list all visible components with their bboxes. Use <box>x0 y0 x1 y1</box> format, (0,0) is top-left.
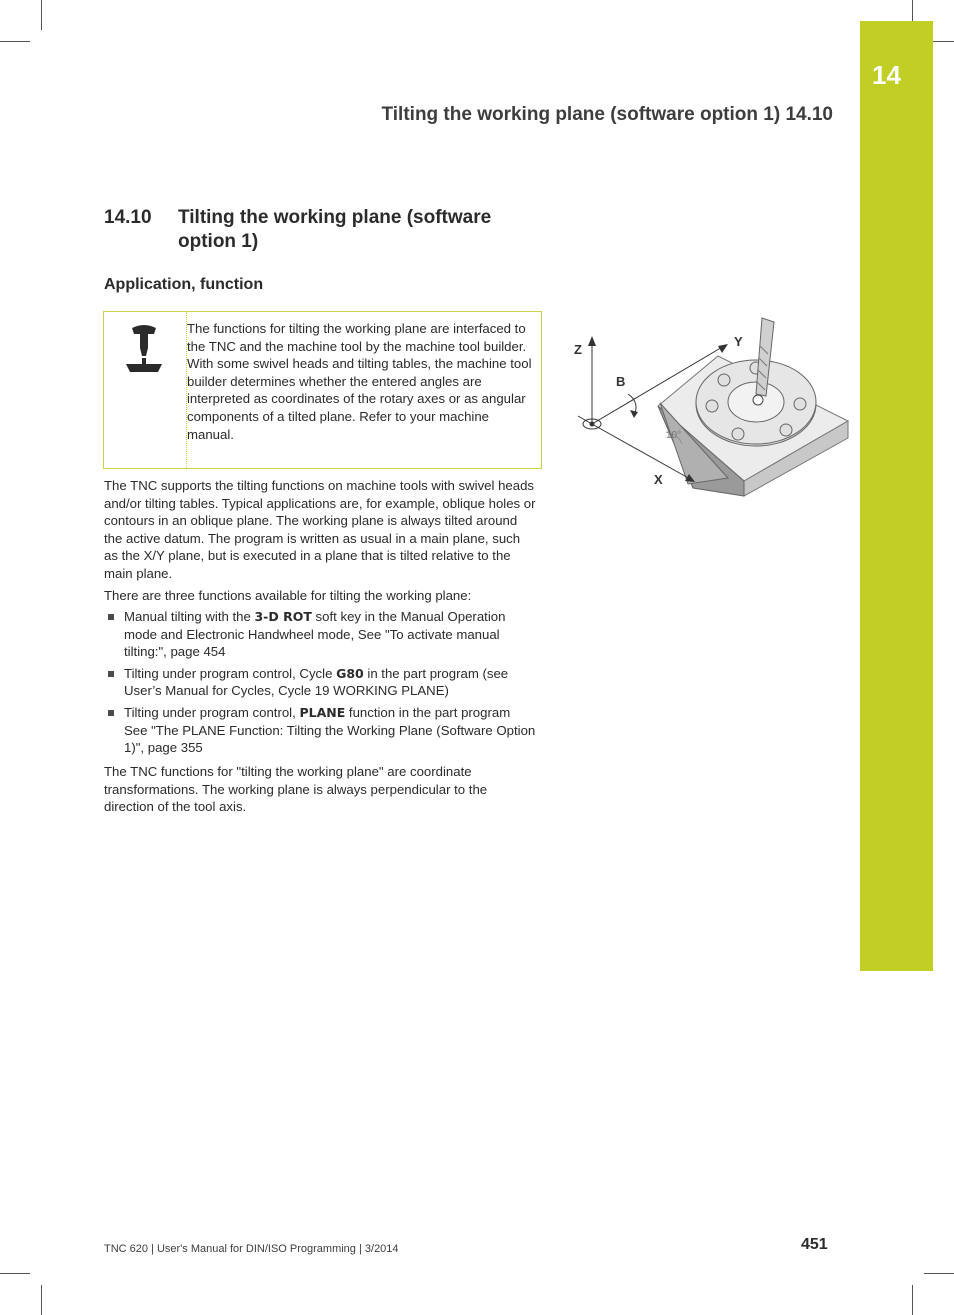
note-box <box>103 311 542 469</box>
paragraph: The TNC supports the tilting functions on machine tools with swivel heads and/or tilting tables. Typical applications are, for example, oblique holes or contours in an oblique plane. The working plane is always tilted around the active datum. The program is written as usual in a main plane, such as the X/Y plane, but is executed in a plane that is tilted relative to the main plane. <box>104 478 536 581</box>
bullet-icon <box>108 710 114 716</box>
list-item: Tilting under program control, Cycle G80 in the part program (see User’s Manual for Cycles, Cycle 19 WORKING PLANE) <box>104 665 536 700</box>
axis-label-z: Z <box>574 342 582 357</box>
list-item: Manual tilting with the 3-D ROT soft key in the Manual Operation mode and Electronic Handwheel mode, See "To activate manual tilting:", page 454 <box>104 608 536 661</box>
subsection-title: Application, function <box>104 276 264 293</box>
section-number: 14.10 <box>104 207 152 228</box>
paragraph: The TNC functions for "tilting the working plane" are coordinate transformations. The working plane is always perpendicular to the direction of the tool axis. <box>104 764 488 815</box>
machine-tool-builder-icon <box>124 324 164 381</box>
crop-mark <box>0 1273 30 1274</box>
bullet-list <box>104 608 536 761</box>
section-title: Tilting the working plane (software option 1) <box>178 207 492 252</box>
crop-mark <box>912 1285 913 1315</box>
axis-label-y: Y <box>734 334 743 349</box>
list-item: Tilting under program control, PLANE function in the part program See "The PLANE Function: Tilting the Working Plane (Software Option 1)", page 355 <box>104 704 536 757</box>
chapter-tab <box>860 21 933 971</box>
page-number: 451 <box>801 1236 828 1253</box>
function-name: PLANE <box>299 704 346 720</box>
running-header: Tilting the working plane (software option 1) 14.10 <box>381 104 833 125</box>
paragraph: There are three functions available for tilting the working plane: <box>104 588 472 603</box>
axis-label-b: B <box>616 374 626 389</box>
footer-text: TNC 620 | User's Manual for DIN/ISO Programming | 3/2014 <box>104 1243 399 1255</box>
bullet-icon <box>108 614 114 620</box>
tilted-plane-figure <box>568 306 858 506</box>
angle-label: 10° <box>666 430 682 441</box>
cycle-code: G80 <box>336 665 364 681</box>
chapter-number: 14 <box>872 60 901 90</box>
crop-mark <box>0 41 30 42</box>
note-text: The functions for tilting the working plane are interfaced to the TNC and the machine tool by the machine tool builder. With some swivel heads and tilting tables, the machine tool builder determines whether the entered angles are interpreted as coordinates of the rotary axes or as angular components of a tilted plane. Refer to your machine manual. <box>187 321 532 442</box>
axis-label-x: X <box>654 472 663 487</box>
crop-mark <box>924 1273 954 1274</box>
crop-mark <box>41 1285 42 1315</box>
bullet-icon <box>108 671 114 677</box>
soft-key-name: 3-D ROT <box>254 609 312 624</box>
crop-mark <box>41 0 42 30</box>
